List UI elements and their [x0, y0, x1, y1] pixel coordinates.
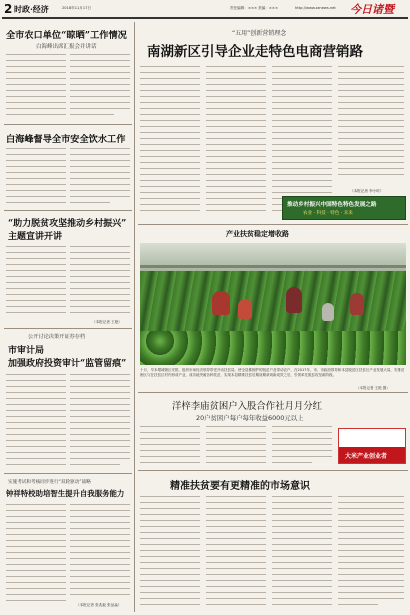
- article-title: 洋梓李庙贫困户入股合作社月月分红: [172, 401, 323, 412]
- masthead: [0, 0, 410, 18]
- article-title: 精准扶贫要有更精准的市场意识: [170, 481, 310, 492]
- article-credit: （本报记者 李小时）: [350, 189, 384, 193]
- section-name: 时政·经济: [14, 4, 49, 14]
- worker-figure: [350, 293, 364, 315]
- photo-caption: 十月，早本增城街区安排，组织市场经济领导带老开动扶贫局，使全县都拥护的脱贫户及带动农户，在2017年，市、市政府领导和本县脱贫区扶贫区产业发展大局，安排贫困区与在扶贫区村内形成产业，成功地突破各种扶贫，实现本县精准扶贫后期前期拿到新成效之后，引领率先脱贫攻坚新阶段。: [140, 368, 405, 377]
- article-credit: （本报记者 张兆毅 张品淼）: [76, 603, 122, 607]
- article-kicker: 实施考试和考核同步进行“双轮驱动”战略: [8, 480, 91, 485]
- article-title: 白海峰督导全市安全饮水工作: [6, 134, 126, 145]
- main-title: 南湖新区引导企业走特色电商营销路: [147, 44, 363, 60]
- farm-photo: [140, 243, 406, 365]
- article-title: 市审计局: [8, 346, 45, 356]
- article-title-line2: 主题宣讲开讲: [8, 232, 63, 242]
- page-number: 2: [4, 2, 13, 16]
- greenhouse-frame: [140, 265, 406, 268]
- article-divider: [4, 124, 132, 125]
- column-divider: [134, 22, 135, 612]
- article-title: 全市农口单位“晾晒”工作情况: [6, 30, 127, 41]
- editor-credit: 责任编辑：××× 美编：×××: [230, 6, 278, 10]
- banner-subtext: 农业 · 科技 · 特色 · 未来: [303, 211, 353, 216]
- section-divider: [138, 392, 408, 393]
- section-divider: [138, 224, 408, 225]
- paper-logo: 今日诸暨: [350, 3, 394, 16]
- article-title-line2: 加强政府投资审计“监管留痕”: [8, 359, 127, 369]
- worker-figure: [322, 303, 334, 321]
- ad-text: 大米产业创业者: [345, 453, 388, 460]
- article-kicker: 公开讨论决策开证券存档: [28, 334, 86, 340]
- worker-figure: [286, 287, 302, 313]
- article-credit: （本报记者 王艳）: [92, 320, 122, 324]
- article-subtitle: 20户贫困户每户每年收益6000元以上: [196, 414, 304, 422]
- article-title: 钟祥特校助培智生提升自我服务能力: [6, 489, 125, 498]
- issue-date: 2018年11月17日: [62, 6, 92, 10]
- masthead-rule: [2, 17, 408, 19]
- section-divider: [138, 470, 408, 471]
- promo-banner: [282, 196, 406, 220]
- ad-box: [338, 428, 406, 464]
- foreground-leaves: [140, 331, 406, 365]
- site-url: http://www.zznews.net: [295, 6, 336, 10]
- article-title: “助力脱贫攻坚推动乡村振兴”: [8, 219, 127, 229]
- main-kicker: “五用”创新营销理念: [232, 30, 287, 37]
- article-divider: [4, 210, 132, 211]
- worker-figure: [212, 291, 230, 315]
- article-divider: [4, 328, 132, 329]
- photo-kicker: 产业扶贫稳定增收路: [226, 229, 289, 238]
- worker-figure: [238, 299, 252, 319]
- article-divider: [4, 473, 132, 474]
- photo-credit: （本报记者 王艳 摄）: [356, 386, 390, 390]
- banner-text: 推动乡村振兴中国特色特色发展之路: [287, 202, 377, 208]
- article-subtitle: 白海峰出席汇报会并讲话: [36, 44, 97, 50]
